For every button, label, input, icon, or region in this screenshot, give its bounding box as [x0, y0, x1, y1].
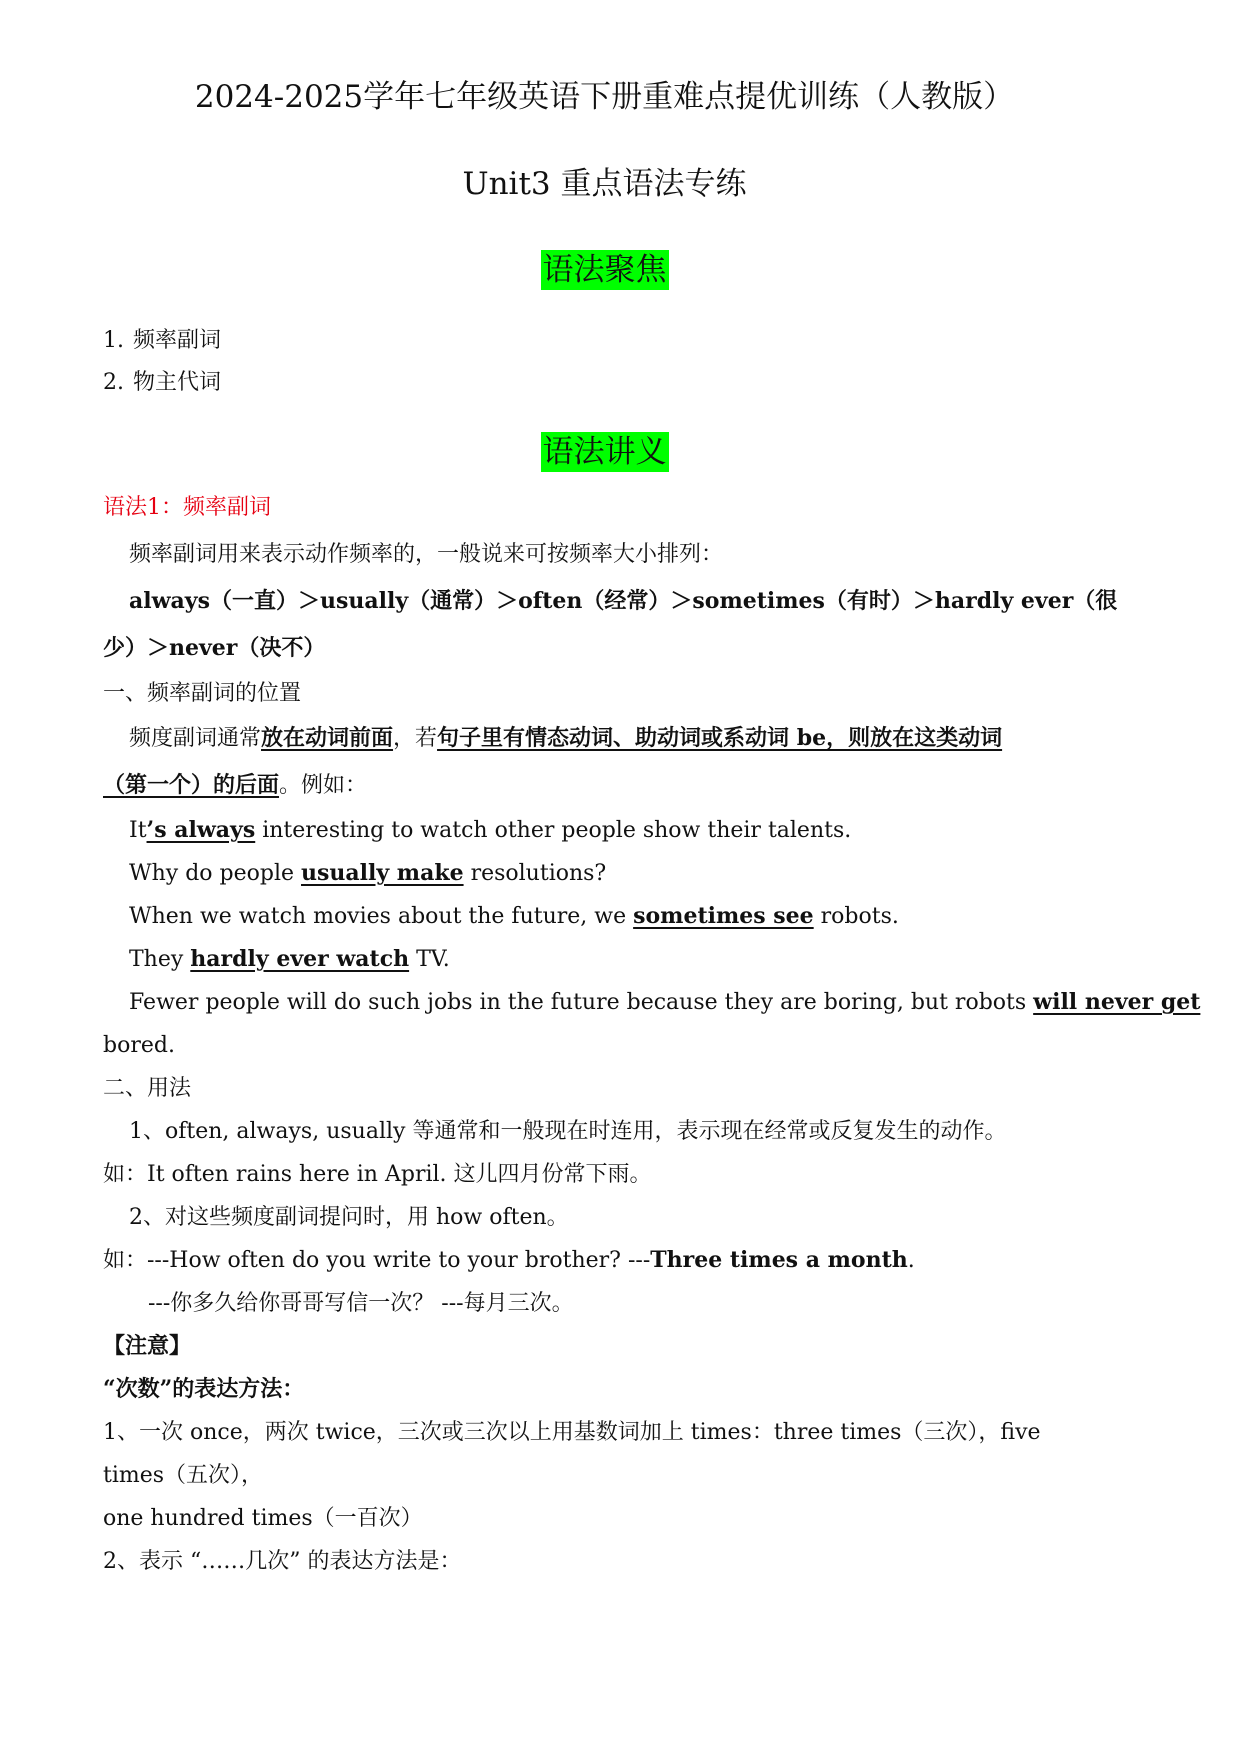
times-rule-1-line-1: 1、一次 once，两次 twice，三次或三次以上用基数词加上 times：three times（三次），five — [103, 1420, 1041, 1445]
note-heading: 【注意】 — [103, 1333, 192, 1359]
list-item — [103, 362, 1106, 404]
position-underlined: （第一个）的后面 — [103, 772, 280, 798]
example-text: When we watch movies about the future, we — [129, 904, 634, 929]
usage-example-2-translation: ---你多久给你哥哥写信一次？ ---每月三次。 — [148, 1291, 574, 1316]
ranking-line-1: always（一直）＞usually（通常）＞often（经常）＞sometimes（有时）＞hardly ever（很 — [129, 588, 1118, 614]
list-item-number: 1. — [103, 328, 124, 353]
position-rule-line-1 — [103, 715, 1106, 762]
example-4 — [103, 938, 1106, 981]
document-subtitle: Unit3 重点语法专练 — [462, 166, 747, 202]
example-highlight: sometimes see — [633, 903, 814, 929]
example-text: They — [129, 947, 191, 972]
times-rule-1-line-2: times（五次）， — [103, 1463, 264, 1488]
grammar1-heading: 语法1：频率副词 — [103, 495, 271, 520]
list-item-number: 2. — [103, 370, 124, 395]
grammar-body — [103, 484, 1201, 1583]
intro-text: 频率副词用来表示动作频率的，一般说来可按频率大小排列： — [129, 542, 724, 567]
times-rule-2: 2、表示 “……几次” 的表达方法是： — [103, 1549, 462, 1574]
usage-example-text: 如：---How often do you write to your brother? --- — [103, 1248, 651, 1273]
example-5-continued: bored. — [103, 1033, 175, 1058]
focus-heading: 语法聚焦 — [542, 252, 667, 288]
example-text: TV. — [409, 947, 450, 972]
example-5 — [103, 981, 1201, 1024]
position-rule-line-2 — [103, 762, 1106, 809]
usage-example-bold: Three times a month — [650, 1247, 908, 1273]
example-text: Why do people — [129, 861, 302, 886]
usage-example-2 — [103, 1239, 1106, 1282]
example-2 — [103, 852, 1106, 895]
usage-rule-1: 1、often, always, usually 等通常和一般现在时连用，表示现在经常或反复发生的动作。 — [129, 1119, 1007, 1144]
lecture-heading: 语法讲义 — [542, 434, 667, 470]
position-text: 。例如： — [279, 773, 368, 798]
position-underlined: 放在动词前面 — [261, 725, 394, 751]
example-3 — [103, 895, 1106, 938]
times-heading: “次数”的表达方法： — [103, 1376, 305, 1402]
position-text: ，若 — [393, 726, 438, 751]
focus-list — [103, 320, 1106, 404]
position-underlined: 句子里有情态动词、助动词或系动词 be，则放在这类动词 — [437, 725, 1003, 751]
list-item — [103, 320, 1106, 362]
example-highlight: hardly ever watch — [190, 946, 410, 972]
example-text: robots. — [813, 904, 899, 929]
usage-rule-2: 2、对这些频度副词提问时，用 how often。 — [129, 1205, 569, 1230]
position-text: 频度副词通常 — [129, 726, 262, 751]
lecture-heading-row — [103, 432, 1106, 472]
example-text: resolutions? — [463, 861, 607, 886]
list-item-text: 频率副词 — [133, 328, 222, 353]
position-heading: 一、频率副词的位置 — [103, 681, 302, 706]
times-rule-1-line-3: one hundred times（一百次） — [103, 1506, 423, 1531]
example-highlight: ’s always — [146, 817, 256, 843]
ranking-line-2: 少）＞never（决不） — [103, 635, 326, 661]
usage-example-text: . — [907, 1248, 915, 1273]
usage-heading: 二、用法 — [103, 1076, 192, 1101]
usage-example-1: 如：It often rains here in April. 这儿四月份常下雨。 — [103, 1162, 652, 1187]
example-text: interesting to watch other people show their talents. — [255, 818, 852, 843]
example-highlight: will never get — [1033, 989, 1201, 1015]
example-text: It — [129, 818, 147, 843]
example-1 — [103, 809, 1106, 852]
example-highlight: usually make — [301, 860, 464, 886]
document-title: 2024-2025学年七年级英语下册重难点提优训练（人教版） — [194, 79, 1015, 115]
focus-heading-row — [103, 250, 1106, 290]
list-item-text: 物主代词 — [133, 370, 222, 395]
example-text: Fewer people will do such jobs in the future because they are boring, but robots — [129, 990, 1034, 1015]
